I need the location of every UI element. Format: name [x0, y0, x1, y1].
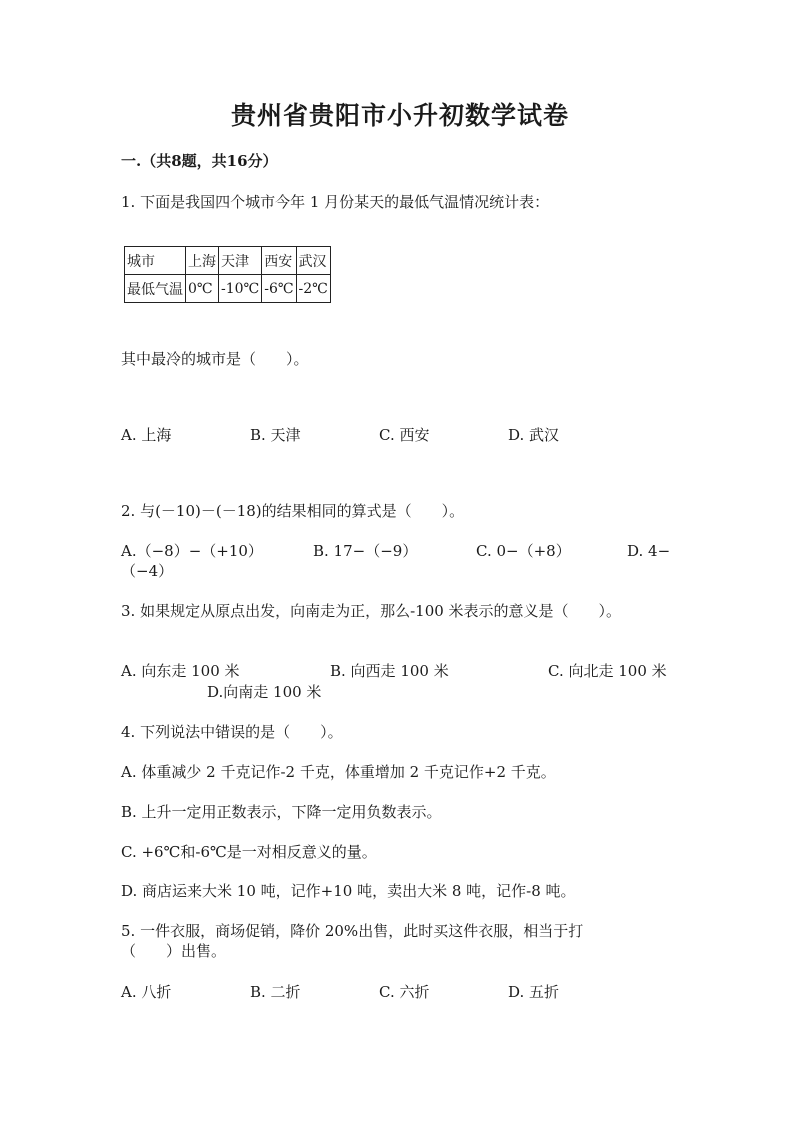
q4-option-a: A. 体重减少 2 千克记作-2 千克，体重增加 2 千克记作+2 千克。	[121, 763, 556, 781]
page-title: 贵州省贵阳市小升初数学试卷	[230, 101, 569, 130]
q3-option-c: C. 向北走 100 米	[548, 662, 667, 680]
table-cell: -2℃	[296, 275, 330, 303]
table-cell: -6℃	[262, 275, 296, 303]
q3-option-a: A. 向东走 100 米	[121, 662, 240, 680]
q1-question: 其中最冷的城市是（ ）。	[121, 350, 309, 368]
q5-option-a: A. 八折	[121, 983, 172, 1001]
q3-stem: 3. 如果规定从原点出发，向南走为正，那么-100 米表示的意义是（ ）。	[121, 602, 622, 620]
table-cell: -10℃	[219, 275, 262, 303]
q3-option-d: D.向南走 100 米	[207, 683, 322, 701]
table-cell: 0℃	[186, 275, 219, 303]
q4-stem: 4. 下列说法中错误的是（ ）。	[121, 723, 343, 741]
q1-stem: 1. 下面是我国四个城市今年 1 月份某天的最低气温情况统计表：	[121, 193, 550, 211]
q5-option-c: C. 六折	[379, 983, 430, 1001]
q1-option-a: A. 上海	[121, 426, 172, 444]
q5-stem-line1: 5. 一件衣服，商场促销，降价 20%出售，此时买这件衣服，相当于打	[121, 922, 584, 940]
q1-option-b: B. 天津	[250, 426, 301, 444]
q4-option-b: B. 上升一定用正数表示，下降一定用负数表示。	[121, 803, 442, 821]
q2-option-c: C. 0−（+8）	[476, 542, 571, 560]
q1-option-d: D. 武汉	[508, 426, 560, 444]
q5-stem-line2: （ ）出售。	[121, 942, 227, 960]
q2-option-b: B. 17−（−9）	[313, 542, 418, 560]
q3-option-b: B. 向西走 100 米	[330, 662, 449, 680]
q2-option-a: A.（−8）−（+10）	[121, 542, 263, 560]
q1-option-c: C. 西安	[379, 426, 430, 444]
section-heading: 一.（共8题，共16分）	[121, 152, 278, 170]
q4-option-d: D. 商店运来大米 10 吨，记作+10 吨，卖出大米 8 吨，记作-8 吨。	[121, 882, 576, 900]
table-cell: 最低气温	[125, 275, 186, 303]
q5-option-b: B. 二折	[250, 983, 301, 1001]
q2-option-d: D. 4−	[627, 542, 671, 560]
temperature-table	[124, 246, 331, 303]
q2-stem: 2. 与(－10)－(－18)的结果相同的算式是（ ）。	[121, 502, 465, 520]
q5-option-d: D. 五折	[508, 983, 560, 1001]
q4-option-c: C. +6℃和-6℃是一对相反意义的量。	[121, 843, 377, 861]
table-row	[125, 247, 331, 275]
table-cell: 天津	[219, 247, 262, 275]
table-cell: 上海	[186, 247, 219, 275]
table-cell: 西安	[262, 247, 296, 275]
table-cell: 城市	[125, 247, 186, 275]
q2-option-d-continued: （−4）	[121, 562, 174, 580]
table-cell: 武汉	[296, 247, 330, 275]
table-row	[125, 275, 331, 303]
